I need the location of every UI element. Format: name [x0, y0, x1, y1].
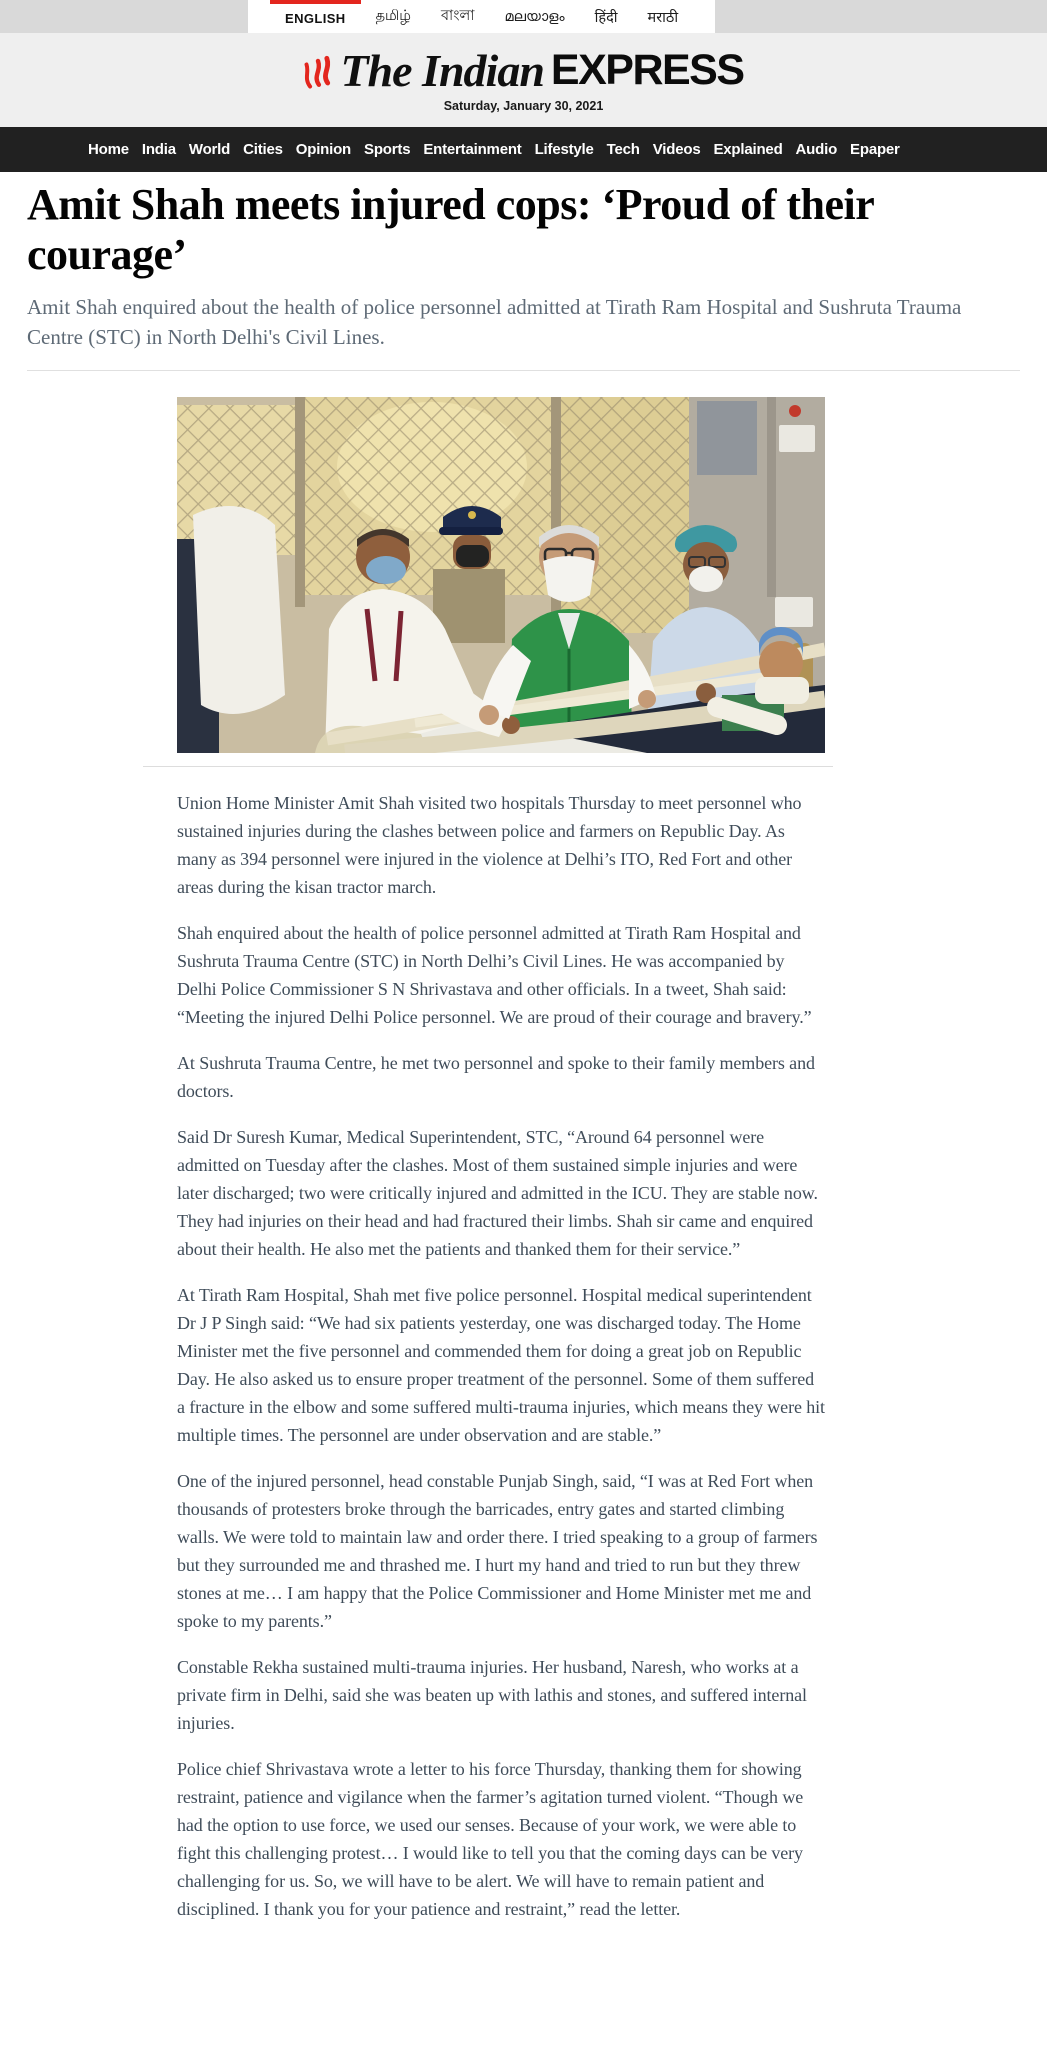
- article-paragraph: Said Dr Suresh Kumar, Medical Superintendent, STC, “Around 64 personnel were admitted on Tuesday after the clashes. Most of them sustained simple injuries and were later discharged; two were critically injured and admitted in the ICU. They are stable now. They had injuries on their head and had fractured their limbs. Shah sir came and enquired about their health. He also met the patients and thanked them for their service.”: [177, 1127, 818, 1259]
- nav-item-explained[interactable]: Explained: [713, 141, 783, 158]
- site-logo[interactable]: [303, 44, 744, 96]
- nav-item-videos[interactable]: Videos: [652, 141, 701, 158]
- article-paragraph: One of the injured personnel, head constable Punjab Singh, said, “I was at Red Fort when thousands of protesters broke through the barricades, entry gates and started climbing walls. We were told to maintain law and order there. I tried speaking to a group of farmers but they surrounded me and thrashed me. I hurt my hand and tried to run but they threw stones at me… I am happy that the Police Commissioner and Home Minister met me and spoke to my parents.”: [177, 1471, 818, 1631]
- nav-item-home[interactable]: Home: [88, 141, 129, 158]
- photo-curtain: [193, 506, 285, 714]
- language-link-hindi[interactable]: हिंदी: [594, 9, 618, 26]
- language-switcher: [248, 0, 715, 33]
- hospital-photo-illustration: [177, 397, 825, 753]
- nav-item-lifestyle[interactable]: Lifestyle: [534, 141, 594, 158]
- nav-item-india[interactable]: India: [141, 141, 176, 158]
- nav-item-entertainment[interactable]: Entertainment: [423, 141, 522, 158]
- logo-caps-text: EXPRESS: [550, 46, 744, 94]
- edition-date: Saturday, January 30, 2021: [443, 99, 604, 113]
- article-standfirst: Amit Shah enquired about the health of police personnel admitted at Tirath Ram Hospital and Sushruta Trauma Centre (STC) in North Delhi's Civil Lines.: [27, 295, 962, 349]
- article-headline: Amit Shah meets injured cops: ‘Proud of their courage’: [27, 180, 874, 279]
- main-nav: [0, 127, 1047, 172]
- article-paragraph: Police chief Shrivastava wrote a letter to his force Thursday, thanking them for showing restraint, patience and vigilance when the farmer’s agitation turned violent. “Though we had the option to use force, we used our senses. Because of your work, we were able to fight this challenging protest… I would like to tell you that the coming days can be very challenging for us. So, we will have to be alert. We will have to remain patient and disciplined. I thank you for your patience and restraint,” read the letter.: [177, 1759, 804, 1919]
- language-link-marathi[interactable]: मराठी: [647, 9, 679, 26]
- article-paragraph: Constable Rekha sustained multi-trauma injuries. Her husband, Naresh, who works at a private firm in Delhi, said she was beaten up with lathis and stones, and suffered internal injuries.: [177, 1657, 807, 1733]
- logo-script-text: The Indian: [340, 44, 544, 96]
- article-body: [177, 789, 825, 1923]
- flame-icon: [303, 47, 333, 94]
- nav-item-tech[interactable]: Tech: [606, 141, 640, 158]
- language-link-malayalam[interactable]: മലയാളം: [504, 8, 565, 25]
- nav-item-sports[interactable]: Sports: [364, 141, 411, 158]
- article-paragraph: Union Home Minister Amit Shah visited two hospitals Thursday to meet personnel who sustained injuries during the clashes between police and farmers on Republic Day. As many as 394 personnel were injured in the violence at Delhi’s ITO, Red Fort and other areas during the kisan tractor march.: [177, 793, 802, 897]
- article-header: [0, 172, 1047, 352]
- nav-item-world[interactable]: World: [188, 141, 231, 158]
- photo-police-officer: [433, 506, 505, 643]
- nav-item-cities[interactable]: Cities: [243, 141, 283, 158]
- language-link-tamil[interactable]: தமிழ்: [375, 7, 411, 24]
- nav-item-epaper[interactable]: Epaper: [850, 141, 900, 158]
- language-link-english[interactable]: ENGLISH: [270, 0, 361, 33]
- nav-item-opinion[interactable]: Opinion: [295, 141, 352, 158]
- article-paragraph: Shah enquired about the health of police personnel admitted at Tirath Ram Hospital and Sushruta Trauma Centre (STC) in North Delhi’s Civil Lines. He was accompanied by Delhi Police Commissioner S N Shrivastava and other officials. In a tweet, Shah said: “Meeting the injured Delhi Police personnel. We are proud of their courage and bravery.”: [177, 923, 812, 1027]
- divider: [143, 766, 833, 767]
- divider: [27, 370, 1020, 371]
- language-link-bangla[interactable]: বাংলা: [440, 7, 475, 24]
- nav-item-audio[interactable]: Audio: [795, 141, 838, 158]
- article-paragraph: At Tirath Ram Hospital, Shah met five police personnel. Hospital medical superintendent Dr J P Singh said: “We had six patients yesterday, one was discharged today. The Home Minister met the five personnel and commended them for doing a great job on Republic Day. He also asked us to ensure proper treatment of the personnel. Some of them suffered a fracture in the elbow and some suffered multi-trauma injuries, which means they were hit multiple times. The personnel are under observation and are stable.”: [177, 1285, 825, 1445]
- language-bar: [0, 0, 1047, 33]
- article-photo: [177, 397, 825, 753]
- masthead: [0, 33, 1047, 127]
- article-paragraph: At Sushruta Trauma Centre, he met two personnel and spoke to their family members and doctors.: [177, 1053, 815, 1101]
